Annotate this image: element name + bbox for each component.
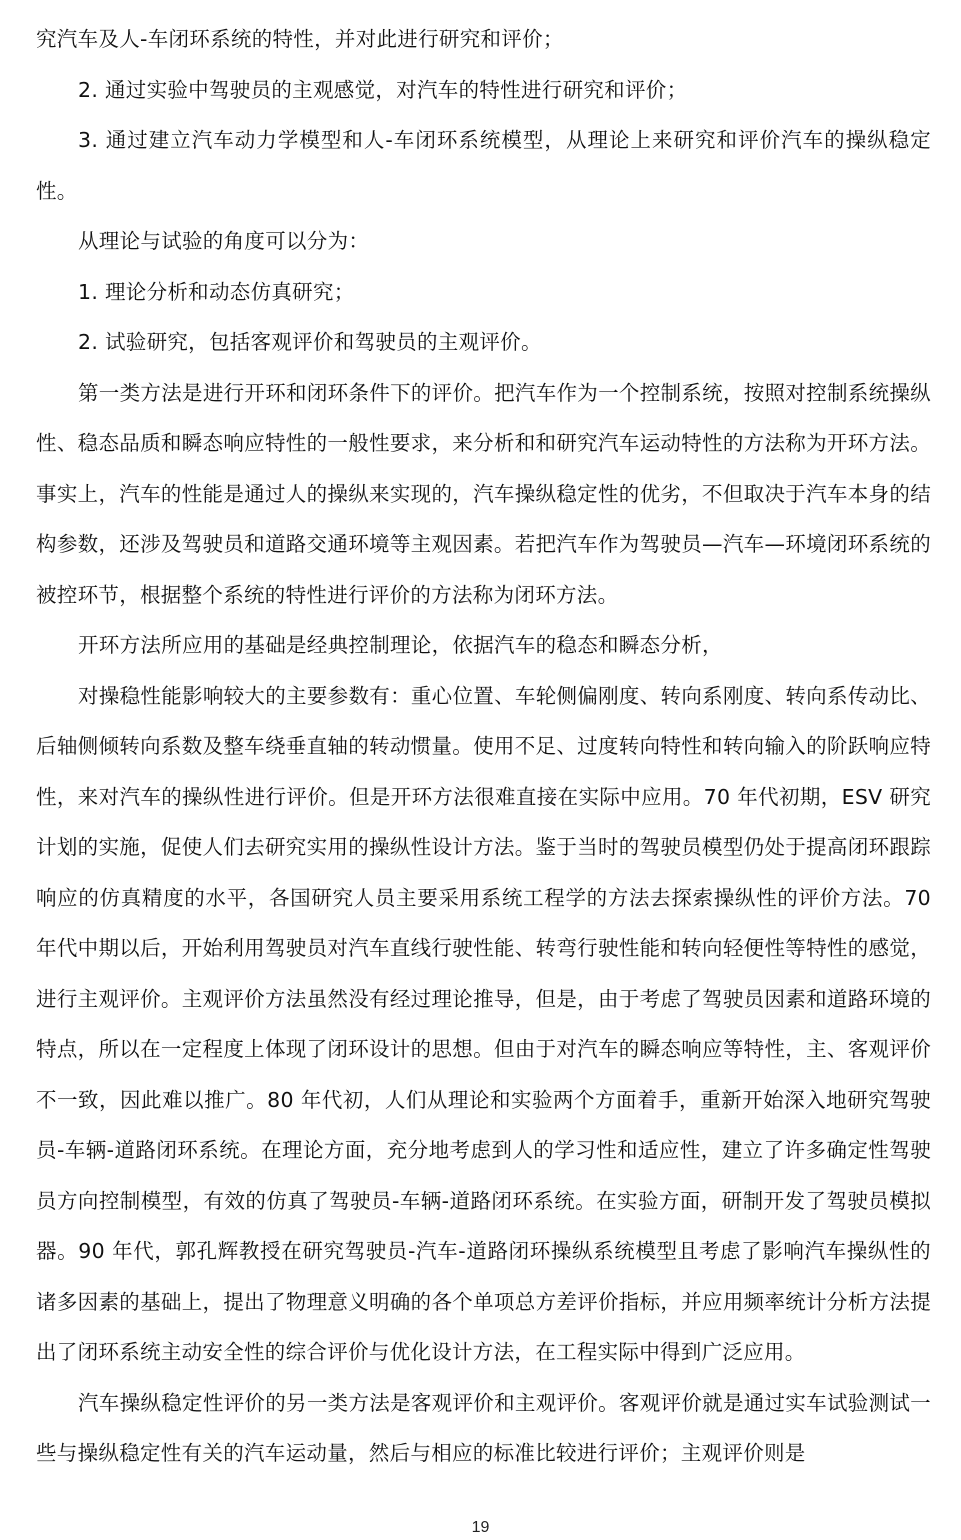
paragraph: 对操稳性能影响较大的主要参数有：重心位置、车轮侧偏刚度、转向系刚度、转向系传动比、后轴侧倾转向系数及整车绕垂直轴的转动惯量。使用不足、过度转向特性和转向输入的阶跃响应特性，来对汽车的操纵性进行评价。但是开环方法很难直接在实际中应用。70 年代初期，ESV 研究计划的实施，促使人们去研究实用的操纵性设计方法。鉴于当时的驾驶员模型仍处于提高闭环跟踪响应的仿真精度的水平，各国研究人员主要采用系统工程学的方法去探索操纵性的评价方法。70 年代中期以后，开始利用驾驶员对汽车直线行驶性能、转弯行驶性能和转向轻便性等特性的感觉，进行主观评价。主观评价方法虽然没有经过理论推导，但是，由于考虑了驾驶员因素和道路环境的特点，所以在一定程度上体现了闭环设计的思想。但由于对汽车的瞬态响应等特性，主、客观评价不一致，因此难以推广。80 年代初，人们从理论和实验两个方面着手，重新开始深入地研究驾驶员-车辆-道路闭环系统。在理论方面，充分地考虑到人的学习性和适应性，建立了许多确定性驾驶员方向控制模型，有效的仿真了驾驶员-车辆-道路闭环系统。在实验方面，研制开发了驾驶员模拟器。90 年代，郭孔辉教授在研究驾驶员-汽车-道路闭环操纵系统模型且考虑了影响汽车操纵性的诸多因素的基础上，提出了物理意义明确的各个单项总方差评价指标，并应用频率统计分析方法提出了闭环系统主动安全性的综合评价与优化设计方法，在工程实际中得到广泛应用。 — [36, 683, 931, 1364]
page-number: 19 — [471, 1519, 490, 1536]
paragraph: 汽车操纵稳定性评价的另一类方法是客观评价和主观评价。客观评价就是通过实车试验测试一些与操纵稳定性有关的汽车运动量，然后与相应的标准比较进行评价；主观评价则是 — [36, 1390, 931, 1465]
list-item: 1. 理论分析和动态仿真研究； — [78, 279, 355, 304]
body-text — [36, 14, 931, 1479]
paragraph: 开环方法所应用的基础是经典控制理论，依据汽车的稳态和瞬态分析， — [78, 633, 723, 657]
paragraph: 究汽车及人-车闭环系统的特性，并对此进行研究和评价； — [36, 27, 564, 51]
list-item: 2. 试验研究，包括客观评价和驾驶员的主观评价。 — [78, 330, 542, 354]
paragraph: 从理论与试验的角度可以分为： — [78, 229, 370, 253]
list-item: 3. 通过建立汽车动力学模型和人-车闭环系统模型，从理论上来研究和评价汽车的操纵稳定性。 — [36, 128, 931, 203]
list-item: 2. 通过实验中驾驶员的主观感觉，对汽车的特性进行研究和评价； — [78, 77, 688, 102]
paragraph: 第一类方法是进行开环和闭环条件下的评价。把汽车作为一个控制系统，按照对控制系统操纵性、稳态品质和瞬态响应特性的一般性要求，来分析和和研究汽车运动特性的方法称为开环方法。事实上，汽车的性能是通过人的操纵来实现的，汽车操纵稳定性的优劣，不但取决于汽车本身的结构参数，还涉及驾驶员和道路交通环境等主观因素。若把汽车作为驾驶员—汽车—环境闭环系统的被控环节，根据整个系统的特性进行评价的方法称为闭环方法。 — [36, 380, 931, 607]
